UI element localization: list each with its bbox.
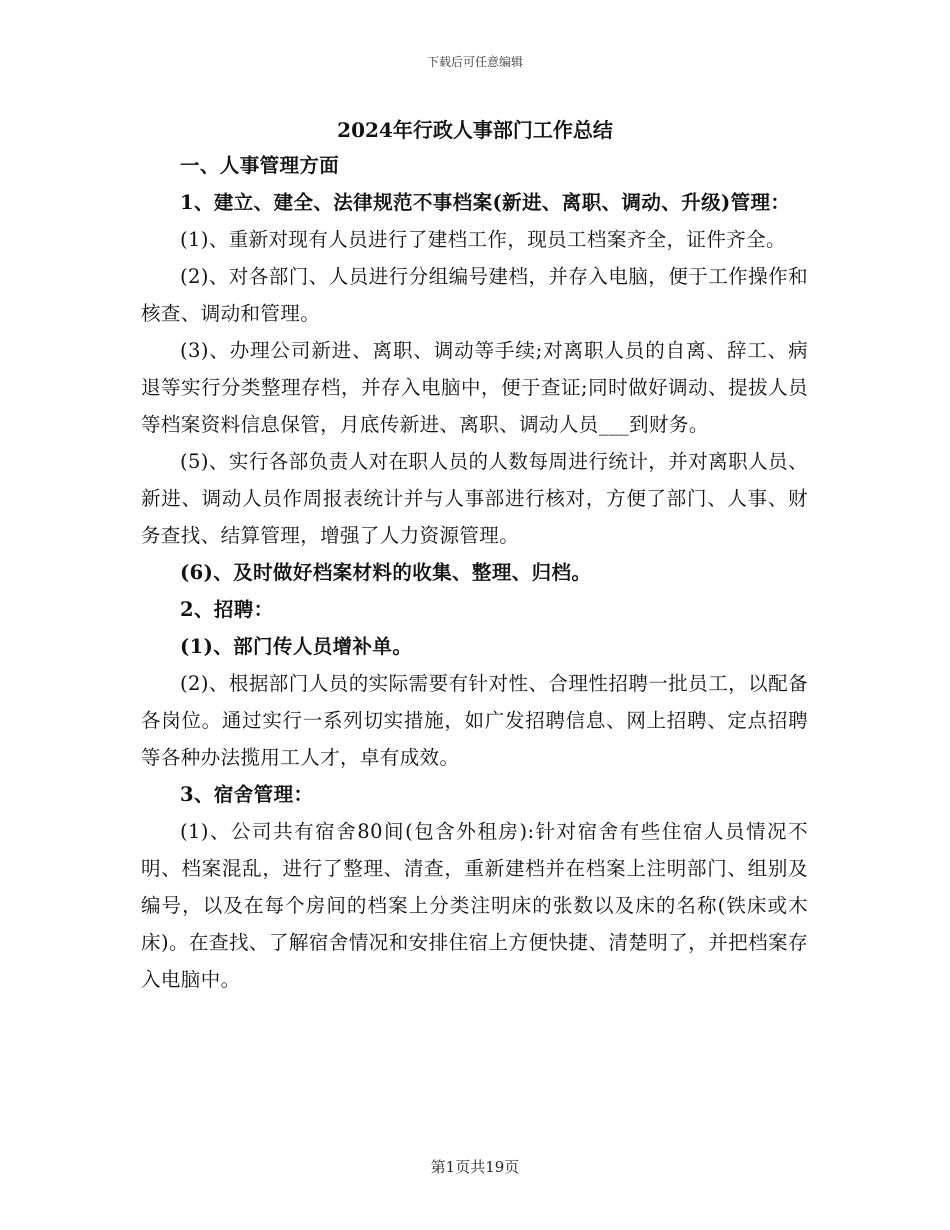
paragraph: (1)、部门传人员增补单。: [180, 635, 413, 658]
paragraph: (3)、办理公司新进、离职、调动等手续;对离职人员的自离、辞工、病退等实行分类整理存档，并存入电脑中，便于查证;同时做好调动、提拔人员等档案资料信息保管，月底传新进、离职、调动人员___到财务。: [141, 339, 808, 436]
subsection-heading-archives: 1、建立、建全、法律规范不事档案(新进、离职、调动、升级)管理：: [180, 191, 791, 214]
document-title: 2024年行政人事部门工作总结: [337, 118, 613, 142]
paragraph: (1)、重新对现有人员进行了建档工作，现员工档案齐全，证件齐全。: [180, 228, 786, 251]
paragraph: (1)、公司共有宿舍80间(包含外租房):针对宿舍有些住宿人员情况不明、档案混乱，进行了整理、清查，重新建档并在档案上注明部门、组别及编号，以及在每个房间的档案上分类注明床的张数以及床的名称(铁床或木床)。在查找、了解宿舍情况和安排住宿上方便快捷、清楚明了，并把档案存入电脑中。: [141, 820, 808, 991]
paragraph: (2)、根据部门人员的实际需要有针对性、合理性招聘一批员工，以配备各岗位。通过实行一系列切实措施，如广发招聘信息、网上招聘、定点招聘等各种办法揽用工人才，卓有成效。: [141, 672, 808, 769]
paragraph: (5)、实行各部负责人对在职人员的人数每周进行统计，并对离职人员、新进、调动人员作周报表统计并与人事部进行核对，方便了部门、人事、财务查找、结算管理，增强了人力资源管理。: [141, 450, 808, 547]
paragraph: (6)、及时做好档案材料的收集、整理、归档。: [180, 561, 592, 584]
header-note: 下载后可任意编辑: [426, 55, 523, 69]
section-heading-personnel: 一、人事管理方面: [180, 154, 340, 177]
page-number: 第1页共19页: [430, 1158, 520, 1176]
subsection-heading-recruitment: 2、招聘：: [180, 598, 274, 621]
document-body: [141, 147, 808, 998]
paragraph: (2)、对各部门、人员进行分组编号建档，并存入电脑，便于工作操作和核查、调动和管理。: [141, 265, 808, 325]
subsection-heading-dormitory: 3、宿舍管理：: [180, 783, 314, 806]
